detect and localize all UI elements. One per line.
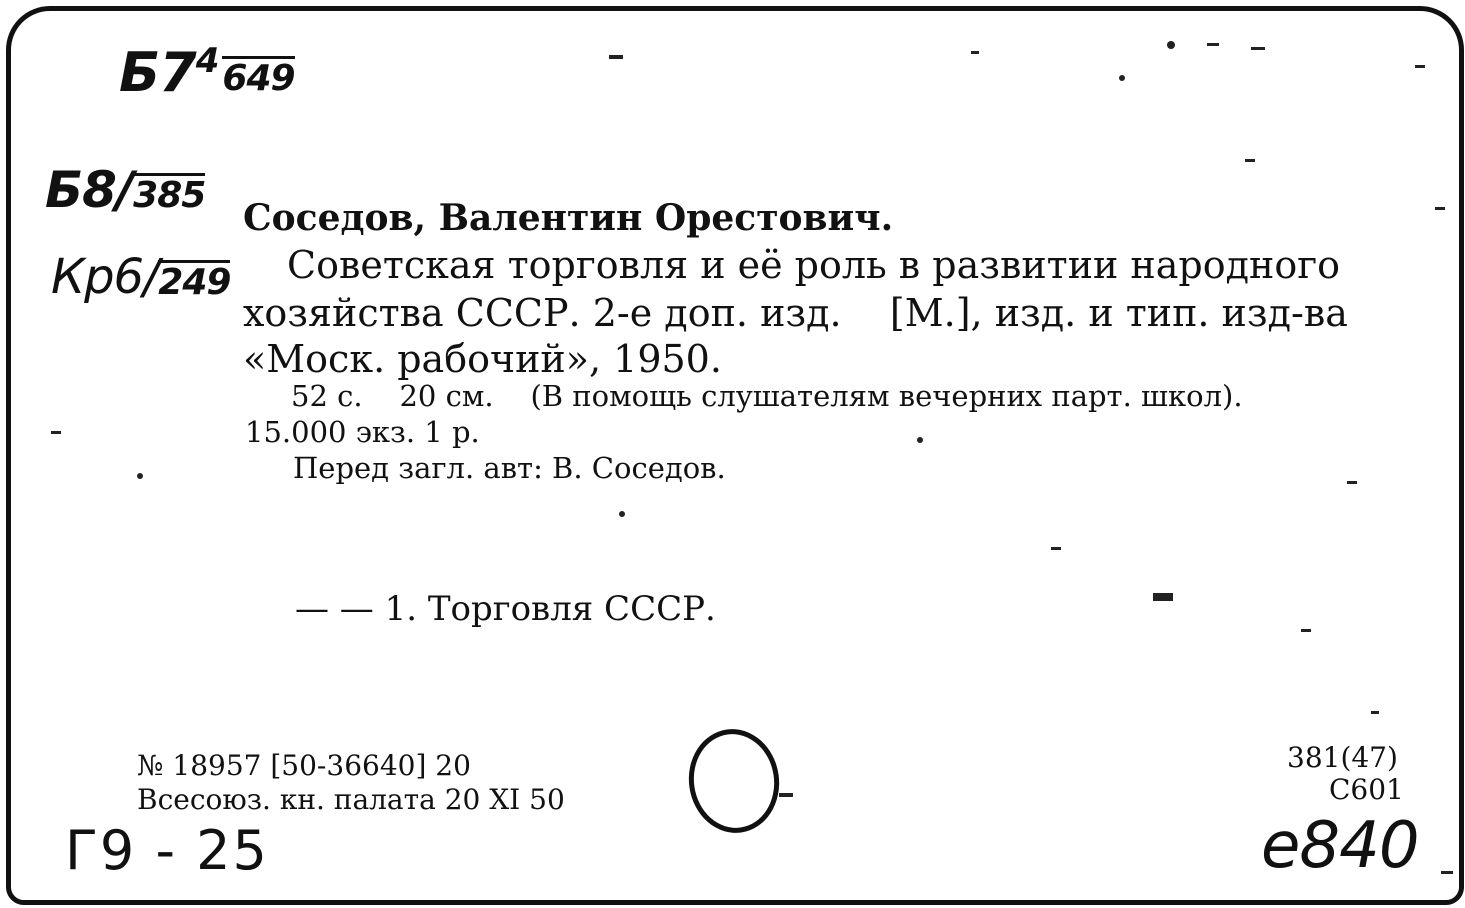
speck xyxy=(1119,75,1125,81)
speck xyxy=(779,793,793,797)
title-line-1: Советская торговля и её роль в развитии народного xyxy=(287,243,1340,287)
speck xyxy=(1207,43,1219,46)
handwritten-inventory-number: е840 xyxy=(1261,809,1419,883)
catalog-card xyxy=(6,6,1464,905)
call-number-3: Кр6/ 249 xyxy=(51,249,231,305)
note-line: Перед загл. авт: В. Соседов. xyxy=(293,451,726,485)
speck xyxy=(1435,207,1445,210)
book-chamber-line: Всесоюз. кн. палата 20 XI 50 xyxy=(137,783,565,816)
speck xyxy=(1051,547,1061,550)
speck xyxy=(1301,629,1311,632)
speck xyxy=(1347,481,1357,484)
speck xyxy=(1371,711,1379,714)
author-heading: Соседов, Валентин Орестович. xyxy=(243,197,894,239)
speck xyxy=(971,51,979,54)
speck xyxy=(1415,65,1425,68)
speck xyxy=(1441,871,1453,874)
handwritten-shelf-mark: Г9 - 25 xyxy=(65,819,269,882)
speck xyxy=(917,437,923,443)
speck xyxy=(137,473,143,479)
classification-code: 381(47) xyxy=(1287,741,1398,774)
title-line-2: хозяйства СССР. 2-е доп. изд. [М.], изд. и тип. изд-ва xyxy=(243,291,1348,335)
speck xyxy=(1167,41,1175,49)
speck xyxy=(609,55,623,59)
speck xyxy=(619,511,625,517)
speck xyxy=(1245,159,1255,162)
author-mark: С601 xyxy=(1329,773,1404,806)
speck xyxy=(1251,47,1265,50)
speck xyxy=(1153,593,1173,601)
subject-heading: — — 1. Торговля СССР. xyxy=(295,589,716,629)
collation-line-1: 52 с. 20 см. (В помощь слушателям вечерних парт. школ). xyxy=(291,379,1243,413)
stamp-circle xyxy=(682,723,786,839)
title-line-3: «Моск. рабочий», 1950. xyxy=(243,337,722,381)
record-number: № 18957 [50-36640] 20 xyxy=(137,749,471,782)
call-number-1: $Б7^4$ 649 xyxy=(119,41,295,104)
speck xyxy=(51,431,61,434)
collation-line-2: 15.000 экз. 1 р. xyxy=(245,415,480,449)
call-number-2: Б8/ 385 xyxy=(45,161,206,219)
